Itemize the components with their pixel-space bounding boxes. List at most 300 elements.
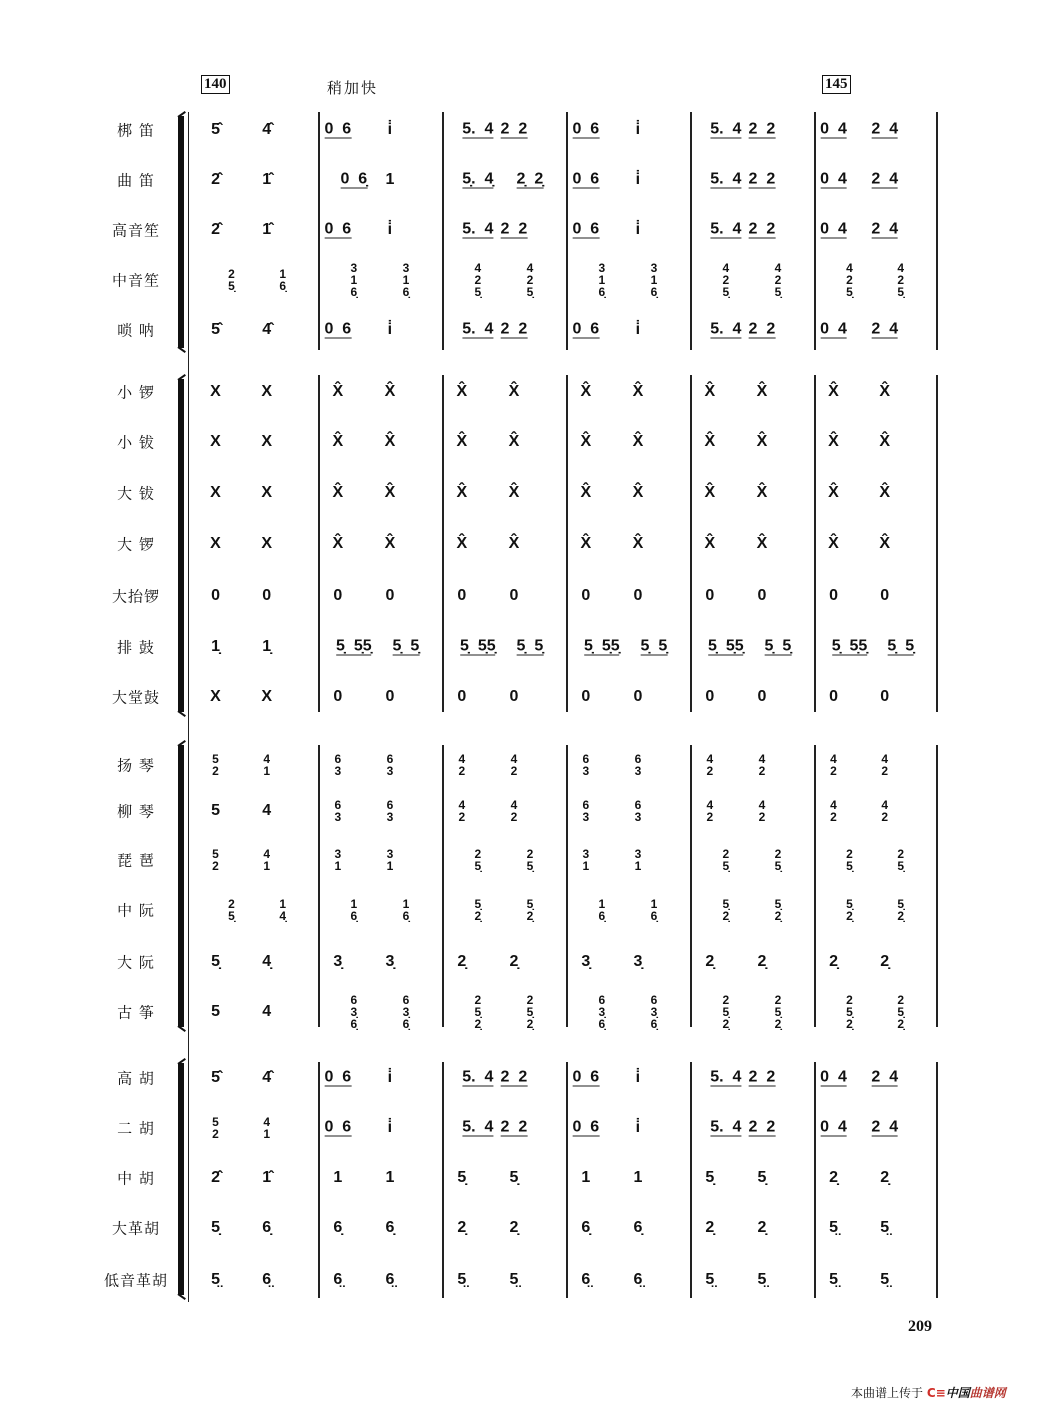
note: 4 [732,220,742,238]
beat-cell [388,122,392,138]
chord-note: 3 [386,847,394,861]
chord-note: 4 [510,798,518,812]
barline [814,745,816,1027]
instrument-label: 大堂鼓 [111,688,160,707]
chord-note: 3 [582,764,590,778]
note: i̇ [387,1119,393,1136]
chord-note: 2̣ [722,909,730,923]
chord-stack [881,799,888,823]
note: i̇ [635,121,641,138]
note: X [210,383,221,400]
note: 6 [590,1068,600,1086]
chord-note: 1 [650,273,658,287]
beat-cell [509,1272,518,1288]
beat-cell [385,588,394,604]
note: 2̂ [211,221,220,238]
chord-note: 4 [774,261,782,275]
beat-cell [324,1120,351,1137]
beat-cell [457,1220,466,1236]
beat-cell [636,172,640,188]
note: 3̣ [633,953,643,970]
chord-note: 4̣ [279,909,287,923]
note: X̂ [756,535,768,552]
chord-stack [334,753,341,777]
note: 2 [748,170,758,188]
chord-note: 2̣ [526,909,534,923]
note: 0 [572,1118,582,1136]
beat-cell [633,1170,642,1186]
chord-stack [651,994,658,1030]
note: 1 [581,1169,591,1186]
chord-note: 2̣ [774,909,782,923]
beat-cell [846,262,853,298]
note: 5. [710,1068,724,1086]
beat-cell [333,1272,342,1288]
logo-text-black: 中国 [945,1386,970,1400]
note: X̂ [879,383,891,400]
chord-note: 2 [228,897,235,911]
instrument-label: 柳 琴 [117,802,155,821]
beat-cell [832,639,868,656]
beat-cell [722,262,729,298]
beat-cell [527,262,534,298]
beat-cell [820,122,847,139]
beat-cell [263,1116,270,1140]
chord-note: 2̣ [846,909,853,923]
chord-note: 6̣ [650,1017,658,1031]
beat-cell [572,222,599,239]
beat-cell [580,384,591,400]
note: 6̤ [581,1271,591,1288]
note: 2 [748,1118,758,1136]
note: 5̣ [887,637,897,655]
note: 0 [581,587,591,604]
note: 0 [829,688,838,705]
system-line [188,112,189,1302]
note: 0 [757,587,767,604]
note: 0 [820,120,830,138]
beat-cell [775,262,782,298]
beat-cell [710,122,741,139]
chord-stack [846,848,853,872]
note: 0 [457,688,467,705]
note: 6 [590,120,600,138]
beat-cell [262,172,271,188]
chord-stack [775,848,782,872]
note: 0 [572,220,582,238]
beat-cell [385,1170,394,1186]
note: 0 [757,688,767,705]
note: 4 [837,1068,847,1086]
note: 0 [509,688,519,705]
note: X [210,484,221,501]
beat-cell [457,954,466,970]
beat-cell [775,848,782,872]
chord-stack [263,753,270,777]
chord-note: 3 [582,847,590,861]
note: 6 [590,220,600,238]
beat-cell [385,536,396,552]
note: 5̂ [211,321,220,338]
beat-cell [385,1272,394,1288]
note: 2 [766,220,776,238]
barline [936,1062,938,1298]
beat-cell [828,384,839,400]
chord-note: 2̣ [897,909,905,923]
note: 2 [871,220,881,238]
beat-cell [829,1272,838,1288]
beat-cell [474,898,481,922]
chord-note: 6 [350,993,358,1007]
chord-note: 2 [758,810,766,824]
chord-note: 2 [458,764,466,778]
beat-cell [580,434,591,450]
chord-note: 2 [722,847,730,861]
beat-cell [262,639,271,655]
note: 5̣ [534,637,544,655]
barline [442,375,444,712]
chord-note: 6̣ [402,285,410,299]
beat-cell [350,898,357,922]
chord-note: 5̣ [722,859,730,873]
beat-cell [262,1070,271,1086]
beat-cell [757,1220,766,1236]
beat-cell [829,689,838,705]
note: 5̣ [640,637,650,655]
chord-note: 5̣ [774,859,782,873]
chord-note: 3 [582,810,590,824]
chord-note: 1 [402,897,410,911]
beat-cell [633,588,642,604]
chord-stack [706,753,713,777]
beat-cell [457,1170,466,1186]
chord-note: 6̣ [598,285,606,299]
beat-cell [324,122,351,139]
chord-note: 5̣ [722,285,730,299]
beat-cell [279,898,286,922]
note: 4 [262,1003,272,1020]
note: 2 [766,1068,776,1086]
chord-note: 1 [350,273,358,287]
chord-note: 1 [263,859,271,873]
beat-cell [757,384,768,400]
beat-cell [385,172,394,188]
beat-cell [704,384,715,400]
beat-cell [509,536,520,552]
note: 5̤ [457,1271,467,1288]
chord-note: 2̣ [722,1017,730,1031]
chord-note: 2 [212,1127,219,1141]
beat-cell [582,799,589,823]
barline [318,745,320,1027]
note: X̂ [580,383,592,400]
note: 0 [880,688,890,705]
beat-cell [333,954,342,970]
note: 2̂ [211,1169,220,1186]
beat-cell [261,434,272,450]
note: X̂ [879,535,891,552]
beat-cell [211,222,220,238]
note: X̂ [456,433,468,450]
beat-cell [871,1120,898,1137]
chord-note: 2 [510,810,518,824]
barline [814,112,816,350]
beat-cell [334,753,341,777]
chord-stack [279,268,286,292]
chord-note: 5̣ [526,1005,534,1019]
note: 0 [385,587,395,604]
chord-stack [722,898,729,922]
chord-note: 2 [526,993,534,1007]
beat-cell [332,434,343,450]
chord-note: 4 [706,752,714,766]
note: 5̣ [757,1169,767,1186]
beat-cell [704,485,715,501]
beat-cell [457,1272,466,1288]
beat-cell [262,222,271,238]
note: 4 [837,1118,847,1136]
note: X̂ [332,383,344,400]
chord-note: 3 [650,261,658,275]
beat-cell [211,1170,220,1186]
chord-note: 5̣ [846,1005,853,1019]
note: 5 [211,1003,220,1020]
note: X̂ [704,484,716,501]
note: 4 [732,1068,742,1086]
note: 4 [484,120,494,138]
chord-note: 6̣ [650,909,658,923]
beat-cell [581,689,590,705]
chord-stack [775,994,782,1030]
note: i̇ [635,171,641,188]
chord-stack [635,753,642,777]
beat-cell [324,322,351,339]
beat-cell [828,485,839,501]
note: 5̣ [211,1219,220,1236]
beat-cell [509,588,518,604]
note: 1 [333,1169,343,1186]
chord-note: 4 [846,261,853,275]
beat-cell [211,1272,220,1288]
beat-cell [262,803,271,819]
chord-note: 2 [526,847,534,861]
beat-cell [261,485,272,501]
note: 4 [484,1068,494,1086]
note: X̂ [456,484,468,501]
note: 2 [748,220,758,238]
note: 0 [333,587,343,604]
chord-stack [598,994,605,1030]
beat-cell [517,639,544,656]
note: 6̣ [358,170,368,188]
chord-stack [582,753,589,777]
note: 0 [211,587,220,604]
chord-note: 6̣ [650,285,658,299]
beat-cell [710,222,741,239]
note: 5̣ [905,637,915,655]
beat-cell [633,1272,642,1288]
note: 0 [572,170,582,188]
beat-cell [262,588,271,604]
chord-note: 5̣ [774,285,782,299]
note: 6̣ [262,1219,272,1236]
beat-cell [474,994,481,1030]
beat-cell [598,898,605,922]
note: 0 [880,587,890,604]
beat-cell [633,434,644,450]
chord-note: 5̣ [526,897,534,911]
beat-cell [635,799,642,823]
chord-note: 5̣ [474,285,482,299]
beat-cell [211,1004,220,1020]
note: 4 [837,220,847,238]
note: 0 [633,587,643,604]
chord-stack [403,898,410,922]
note: X̂ [384,535,396,552]
note: X̂ [384,433,396,450]
note: 2̣ [880,953,890,970]
note: 6̣ [385,1219,395,1236]
beat-cell [212,753,219,777]
beat-cell [722,994,729,1030]
note: 2 [871,1118,881,1136]
beat-cell [846,848,853,872]
chord-note: 5̣ [228,279,235,293]
note: X̂ [580,484,592,501]
beat-cell [262,1272,271,1288]
chord-note: 1 [650,897,658,911]
chord-note: 5 [212,752,219,766]
note: 6̤ [333,1271,343,1288]
note: 0 [705,688,715,705]
note: 2 [518,1118,528,1136]
chord-note: 6̣ [402,1017,410,1031]
beat-cell [212,1116,219,1140]
note: 4 [889,1068,899,1086]
note: X̂ [332,535,344,552]
note: 4̂ [262,1069,272,1086]
chord-note: 6̣ [598,909,606,923]
chord-note: 5 [212,847,219,861]
note: 5. [710,320,724,338]
note: 4 [732,170,742,188]
note: 4 [889,320,899,338]
beat-cell [582,848,589,872]
chord-note: 2̣ [774,1017,782,1031]
beat-cell [211,588,220,604]
chord-stack [474,262,481,298]
beat-cell [871,122,898,139]
note: 4̣ [262,953,272,970]
note: 2 [766,1118,776,1136]
beat-cell [759,753,766,777]
chord-note: 2̣ [897,1017,905,1031]
beat-cell [509,1220,518,1236]
chord-stack [775,898,782,922]
site-logo-icon: C≡ [926,1386,946,1400]
chord-note: 3 [634,764,642,778]
beat-cell [350,262,357,298]
beat-cell [749,322,776,339]
note: 2 [871,120,881,138]
note: 2 [518,120,528,138]
note: 6̣ [633,1219,643,1236]
beat-cell [829,954,838,970]
bracket-winds [178,116,184,348]
chord-note: 3̣ [402,1005,410,1019]
beat-cell [820,1120,847,1137]
note: 2 [518,1068,528,1086]
chord-note: 2 [846,847,853,861]
note: 2̣ [829,953,838,970]
beat-cell [262,954,271,970]
chord-note: 6 [386,752,394,766]
chord-note: 2 [881,810,889,824]
chord-note: 2̣ [526,1017,534,1031]
beat-cell [633,384,644,400]
instrument-label: 中音笙 [111,271,160,290]
beat-cell [710,322,741,339]
note: 5̣ [584,637,593,655]
note: 0 [333,688,343,705]
beat-cell [880,1220,889,1236]
note: 4 [889,1118,899,1136]
chord-note: 2 [474,273,482,287]
note: 2̣ [757,953,767,970]
note: 2 [500,120,510,138]
beat-cell [387,848,394,872]
beat-cell [211,1070,220,1086]
instrument-label: 大革胡 [111,1219,160,1238]
note: 2 [766,170,776,188]
note: 0 [324,220,334,238]
beat-cell [871,322,898,339]
note: 4̂ [262,121,272,138]
beat-cell [385,434,396,450]
chord-stack [635,848,642,872]
chord-note: 2 [758,764,766,778]
beat-cell [881,799,888,823]
note: 1̂ [262,171,272,188]
chord-note: 5 [212,1115,219,1129]
note: 3̣ [385,953,395,970]
chord-stack [651,898,658,922]
note: 0 [820,1118,830,1136]
chord-note: 5̣ [846,285,853,299]
beat-cell [636,222,640,238]
upload-text: 本曲谱上传于 [851,1386,924,1400]
note: 2̣ [509,1219,519,1236]
note: 3̣ [333,953,343,970]
chord-note: 4 [881,798,889,812]
note: 6̤ [385,1271,395,1288]
chord-stack [846,994,853,1030]
barline [690,112,692,350]
chord-stack [403,994,410,1030]
instrument-label: 小 锣 [117,383,155,402]
note: 2 [500,220,510,238]
chord-note: 1 [350,897,358,911]
beat-cell [749,172,776,189]
chord-note: 5̣ [228,909,235,923]
note: 4 [484,1118,494,1136]
beat-cell [581,954,590,970]
chord-stack [722,262,729,298]
chord-stack [350,994,357,1030]
note: 0 [581,688,591,705]
chord-note: 6 [402,993,410,1007]
beat-cell [228,898,235,922]
